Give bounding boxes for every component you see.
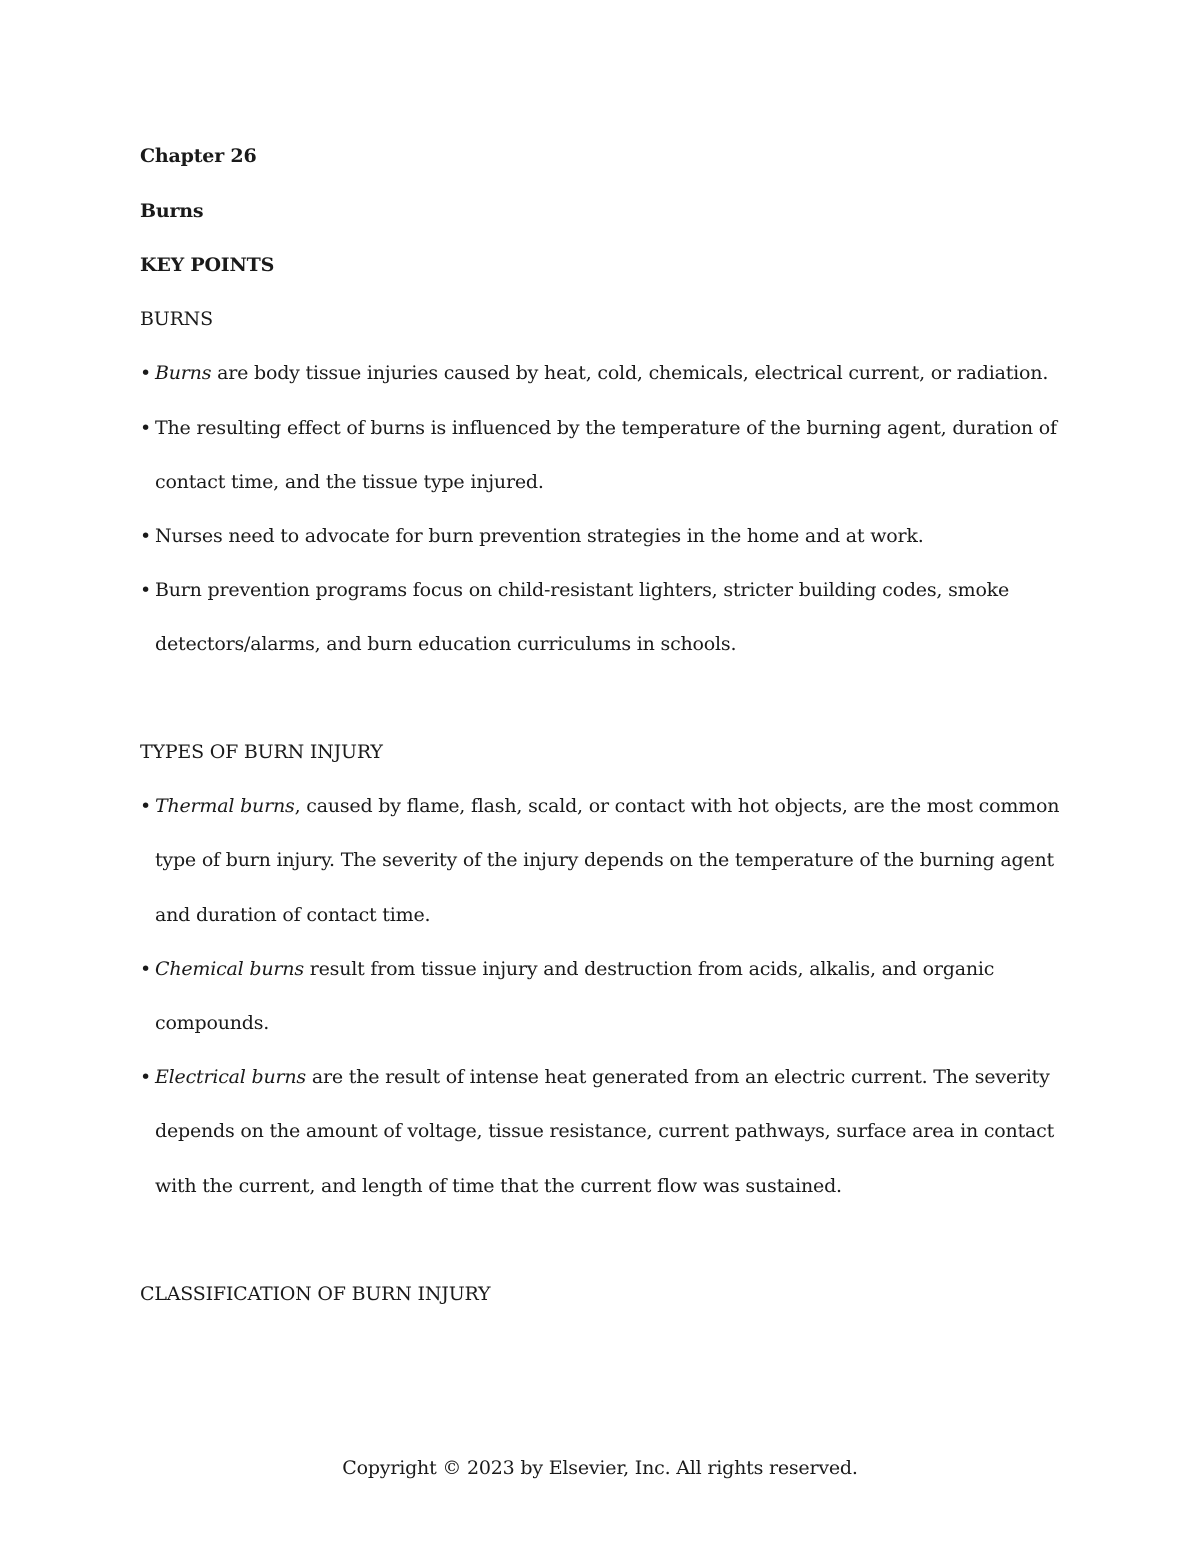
bullet-marker: • — [140, 795, 152, 817]
list-item — [140, 361, 1048, 385]
bullet-continuation: depends on the amount of voltage, tissue resistance, current pathways, surface area in contact — [155, 1120, 1055, 1142]
bullet-text: , caused by flame, flash, scald, or contact with hot objects, are the most common — [294, 795, 1060, 817]
list-item — [140, 1065, 1050, 1089]
chapter-title: Burns — [140, 200, 204, 222]
bullet-text: are body tissue injuries caused by heat, cold, chemicals, electrical current, or radiation. — [211, 362, 1049, 384]
bullet-continuation: detectors/alarms, and burn education curriculums in schools. — [155, 633, 737, 655]
list-item — [140, 416, 1057, 440]
bullet-marker: • — [140, 1066, 152, 1088]
list-item — [140, 578, 1009, 602]
bullet-text: are the result of intense heat generated from an electric current. The severity — [305, 1066, 1050, 1088]
term-italic: Electrical burns — [155, 1066, 306, 1088]
bullet-continuation: type of burn injury. The severity of the injury depends on the temperature of the burning agent — [155, 849, 1054, 871]
section-heading-classification: CLASSIFICATION OF BURN INJURY — [140, 1283, 491, 1305]
bullet-marker: • — [140, 362, 152, 384]
bullet-marker: • — [140, 579, 152, 601]
bullet-marker: • — [140, 525, 152, 547]
bullet-continuation: with the current, and length of time that the current flow was sustained. — [155, 1175, 842, 1197]
bullet-continuation: compounds. — [155, 1012, 270, 1034]
term-italic: Chemical burns — [155, 958, 304, 980]
section-heading-types: TYPES OF BURN INJURY — [140, 741, 383, 763]
list-item — [140, 524, 924, 548]
bullet-marker: • — [140, 958, 152, 980]
copyright-footer: Copyright © 2023 by Elsevier, Inc. All rights reserved. — [342, 1457, 858, 1479]
section-heading-burns: BURNS — [140, 308, 213, 330]
list-item — [140, 957, 994, 981]
bullet-text: result from tissue injury and destruction from acids, alkalis, and organic — [303, 958, 995, 980]
bullet-continuation: contact time, and the tissue type injured. — [155, 471, 544, 493]
term-italic: Burns — [155, 362, 212, 384]
key-points-heading: KEY POINTS — [140, 254, 275, 276]
list-item — [140, 794, 1059, 818]
bullet-text: The resulting effect of burns is influenced by the temperature of the burning agent, duration of — [155, 417, 1057, 439]
bullet-continuation: and duration of contact time. — [155, 904, 431, 926]
bullet-marker: • — [140, 417, 152, 439]
term-italic: Thermal burns — [155, 795, 295, 817]
bullet-text: Nurses need to advocate for burn prevention strategies in the home and at work. — [155, 525, 924, 547]
chapter-label: Chapter 26 — [140, 145, 257, 167]
bullet-text: Burn prevention programs focus on child-resistant lighters, stricter building codes, smoke — [155, 579, 1010, 601]
